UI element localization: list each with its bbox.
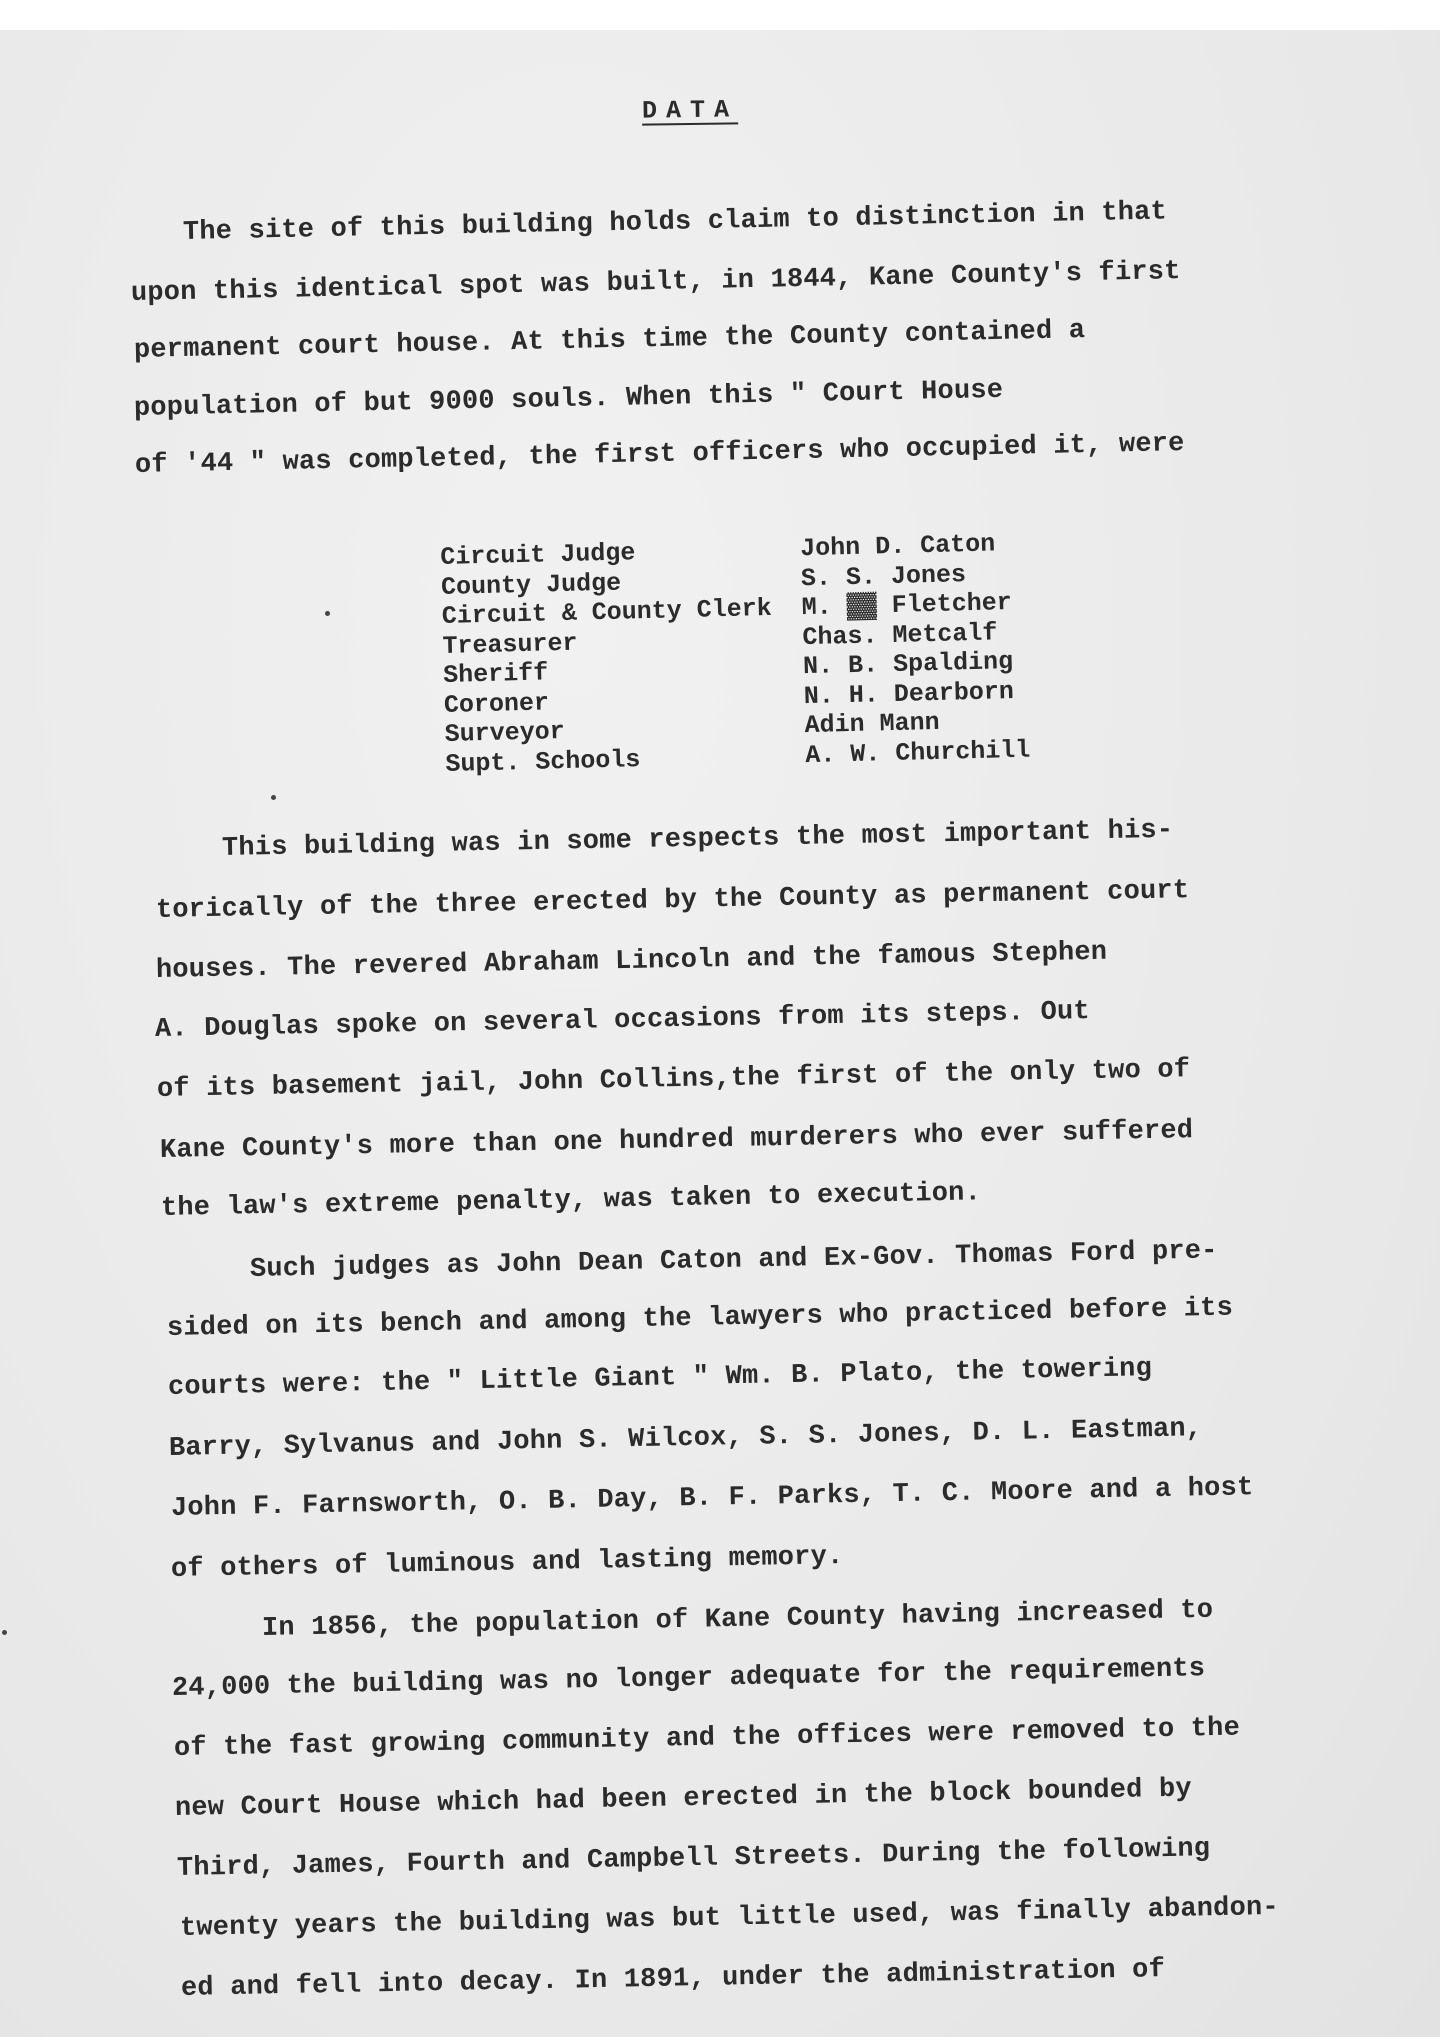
office-title: Circuit Judge (440, 538, 636, 572)
office-title: Circuit & County Clerk (441, 593, 773, 631)
paragraph-2-line-5: of its basement jail, John Collins,the first of the only two of (156, 1055, 1191, 1105)
paper-speck (2, 1630, 7, 1635)
officer-name: M. ▓▓ Fletcher (801, 588, 1013, 623)
officer-name: S. S. Jones (800, 559, 967, 593)
paragraph-4-line-4: new Court House which had been erected in the block bounded by (174, 1774, 1193, 1824)
office-title: Supt. Schools (445, 744, 641, 779)
paragraph-4-line-6: twenty years the building was but little used, was finally abandon- (179, 1892, 1280, 1944)
paragraph-4-line-1: In 1856, the population of Kane County having increased to (261, 1595, 1214, 1644)
paragraph-3-line-5: John F. Farnsworth, O. B. Day, B. F. Parks, T. C. Moore and a host (170, 1473, 1254, 1524)
officer-name: N. H. Dearborn (803, 676, 1015, 711)
paragraph-2-line-6: Kane County's more than one hundred murderers who ever suffered (159, 1116, 1194, 1166)
paragraph-1-line-1: The site of this building holds claim to distinction in that (182, 197, 1168, 248)
officer-name: Adin Mann (804, 707, 940, 741)
officer-name: Chas. Metcalf (802, 617, 998, 652)
officer-name: A. W. Churchill (804, 735, 1031, 770)
office-title: County Judge (440, 568, 622, 602)
paragraph-2-line-2: torically of the three erected by the County as permanent court (155, 876, 1190, 926)
paragraph-1-line-4: population of but 9000 souls. When this " Court House (133, 375, 1004, 424)
paragraph-2-line-3: houses. The revered Abraham Lincoln and the famous Stephen (155, 937, 1108, 986)
office-title: Coroner (443, 687, 550, 720)
officers-list (440, 526, 1146, 779)
paragraph-4-line-5: Third, James, Fourth and Campbell Streets. During the following (176, 1834, 1211, 1884)
document-title: DATA (641, 95, 739, 126)
office-title: Sheriff (442, 658, 549, 690)
paragraph-2-line-4: A. Douglas spoke on several occasions from its steps. Out (154, 997, 1091, 1045)
paragraph-2-line-7: the law's extreme penalty, was taken to execution. (160, 1178, 982, 1224)
paragraph-1-line-3: permanent court house. At this time the County contained a (133, 316, 1086, 366)
office-title: Surveyor (444, 717, 566, 749)
paragraph-1-line-2: upon this identical spot was built, in 1844, Kane County's first (130, 257, 1181, 309)
officer-name: N. B. Spalding (802, 647, 1014, 682)
paragraph-1-line-5: of '44 " was completed, the first officers who occupied it, were (134, 429, 1185, 481)
paragraph-3-line-2: sided on its bench and among the lawyers who practiced before its (166, 1293, 1234, 1344)
paragraph-3-line-4: Barry, Sylvanus and John S. Wilcox, S. S. Jones, D. L. Eastman, (168, 1414, 1203, 1464)
office-title: Treasurer (442, 628, 578, 661)
paragraph-4-line-3: of the fast growing community and the offices were removed to the (173, 1713, 1241, 1764)
paragraph-3-line-1: Such judges as John Dean Caton and Ex-Gov. Thomas Ford pre- (249, 1236, 1218, 1285)
paper-speck (325, 611, 330, 616)
paragraph-2-line-1: This building was in some respects the most important his- (221, 815, 1174, 864)
document-page (0, 30, 1440, 2037)
paragraph-4-line-2: 24,000 the building was no longer adequate for the requirements (171, 1654, 1206, 1704)
paragraph-4-line-7: ed and fell into decay. In 1891, under the administration of (180, 1955, 1166, 2004)
officer-name: John D. Caton (799, 529, 996, 564)
paragraph-3-line-6: of others of luminous and lasting memory. (170, 1542, 844, 1585)
paper-speck (271, 795, 276, 800)
paragraph-3-line-3: courts were: the " Little Giant " Wm. B. Plato, the towering (167, 1354, 1153, 1403)
